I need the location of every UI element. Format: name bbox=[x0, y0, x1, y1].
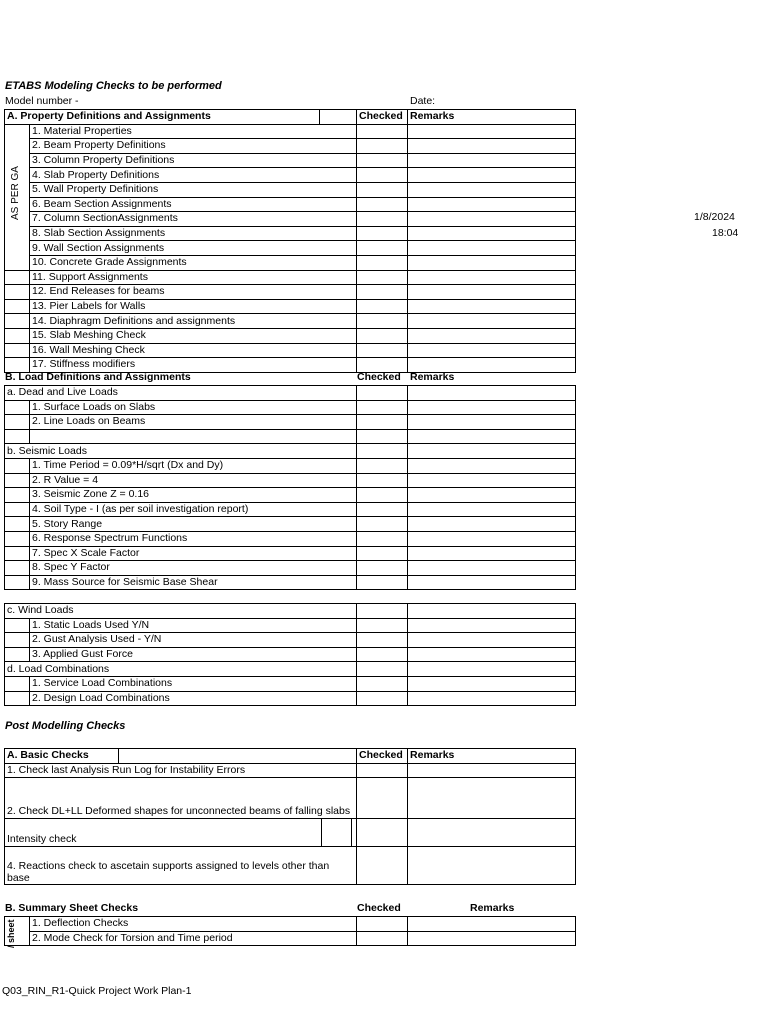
list-item: 17. Stiffness modifiers bbox=[30, 358, 357, 373]
checked-cell[interactable] bbox=[357, 531, 408, 546]
checked-cell[interactable] bbox=[357, 604, 408, 619]
list-item: 10. Concrete Grade Assignments bbox=[30, 255, 357, 270]
section-a-heading: A. Property Definitions and Assignments bbox=[5, 110, 320, 125]
remarks-cell[interactable] bbox=[408, 255, 576, 270]
post-modelling-title: Post Modelling Checks bbox=[5, 720, 126, 732]
remarks-cell[interactable] bbox=[408, 386, 576, 401]
checked-cell[interactable] bbox=[357, 819, 408, 847]
remarks-cell[interactable] bbox=[408, 676, 576, 691]
checked-cell[interactable] bbox=[357, 314, 408, 329]
remarks-cell[interactable] bbox=[408, 847, 576, 885]
remarks-header: Remarks bbox=[410, 371, 455, 383]
remarks-cell[interactable] bbox=[408, 517, 576, 532]
list-item: 8. Spec Y Factor bbox=[30, 561, 357, 576]
checked-cell[interactable] bbox=[357, 575, 408, 590]
remarks-cell[interactable] bbox=[408, 546, 576, 561]
checked-cell[interactable] bbox=[357, 285, 408, 300]
checked-cell[interactable] bbox=[357, 299, 408, 314]
checked-cell[interactable] bbox=[357, 458, 408, 473]
remarks-cell[interactable] bbox=[408, 212, 576, 227]
remarks-cell[interactable] bbox=[408, 358, 576, 373]
remarks-cell[interactable] bbox=[408, 662, 576, 677]
checked-cell[interactable] bbox=[357, 917, 408, 932]
footer-sheet-name: Q03_RIN_R1-Quick Project Work Plan-1 bbox=[2, 985, 192, 997]
group-label: c. Wind Loads bbox=[5, 604, 357, 619]
checked-cell[interactable] bbox=[357, 153, 408, 168]
remarks-cell[interactable] bbox=[408, 458, 576, 473]
remarks-cell[interactable] bbox=[408, 241, 576, 256]
checked-cell[interactable] bbox=[357, 691, 408, 706]
list-item: 15. Slab Meshing Check bbox=[30, 328, 357, 343]
checked-cell[interactable] bbox=[357, 633, 408, 648]
remarks-cell[interactable] bbox=[408, 473, 576, 488]
list-item: 9. Wall Section Assignments bbox=[30, 241, 357, 256]
checked-cell[interactable] bbox=[357, 124, 408, 139]
list-item: 2. Mode Check for Torsion and Time period bbox=[30, 931, 357, 946]
checked-cell[interactable] bbox=[357, 517, 408, 532]
checked-cell[interactable] bbox=[357, 255, 408, 270]
checked-cell[interactable] bbox=[357, 386, 408, 401]
list-item: 16. Wall Meshing Check bbox=[30, 343, 357, 358]
remarks-cell[interactable] bbox=[408, 226, 576, 241]
list-item: 2. Beam Property Definitions bbox=[30, 139, 357, 154]
page-title: ETABS Modeling Checks to be performed bbox=[5, 80, 222, 92]
list-item: 4. Slab Property Definitions bbox=[30, 168, 357, 183]
remarks-cell[interactable] bbox=[408, 168, 576, 183]
checked-cell[interactable] bbox=[357, 168, 408, 183]
list-item: 3. Column Property Definitions bbox=[30, 153, 357, 168]
list-item: 1. Static Loads Used Y/N bbox=[30, 618, 357, 633]
list-item: Intensity check bbox=[5, 819, 322, 847]
list-item: 1. Check last Analysis Run Log for Instability Errors bbox=[5, 763, 357, 778]
list-item: 4. Soil Type - I (as per soil investigation report) bbox=[30, 502, 357, 517]
side-label-as-per-ga: AS PER GA bbox=[10, 166, 21, 220]
list-item: 2. R Value = 4 bbox=[30, 473, 357, 488]
remarks-cell[interactable] bbox=[408, 153, 576, 168]
remarks-header: Remarks bbox=[408, 749, 576, 764]
basic-checks-table bbox=[4, 748, 576, 885]
remarks-header: Remarks bbox=[470, 902, 515, 914]
checked-cell[interactable] bbox=[357, 400, 408, 415]
list-item: 1. Service Load Combinations bbox=[30, 676, 357, 691]
remarks-cell[interactable] bbox=[408, 197, 576, 212]
list-item: 8. Slab Section Assignments bbox=[30, 226, 357, 241]
list-item: 12. End Releases for beams bbox=[30, 285, 357, 300]
stamp-time: 18:04 bbox=[712, 227, 739, 239]
remarks-cell[interactable] bbox=[408, 633, 576, 648]
checked-cell[interactable] bbox=[357, 444, 408, 459]
list-item: 1. Surface Loads on Slabs bbox=[30, 400, 357, 415]
list-item: 2. Gust Analysis Used - Y/N bbox=[30, 633, 357, 648]
remarks-cell[interactable] bbox=[408, 328, 576, 343]
list-item: 6. Beam Section Assignments bbox=[30, 197, 357, 212]
checked-cell[interactable] bbox=[357, 226, 408, 241]
list-item: 2. Design Load Combinations bbox=[30, 691, 357, 706]
list-item: 2. Check DL+LL Deformed shapes for unconnected beams of falling slabs bbox=[5, 778, 357, 819]
remarks-cell[interactable] bbox=[408, 124, 576, 139]
checked-cell[interactable] bbox=[357, 358, 408, 373]
reactions-check-line1: 4. Reactions check to ascetain supports assigned to levels other than bbox=[7, 860, 330, 873]
checked-cell[interactable] bbox=[357, 182, 408, 197]
summary-table bbox=[4, 916, 576, 946]
remarks-cell[interactable] bbox=[408, 299, 576, 314]
list-item: 2. Line Loads on Beams bbox=[30, 415, 357, 430]
remarks-cell[interactable] bbox=[408, 314, 576, 329]
remarks-cell[interactable] bbox=[408, 415, 576, 430]
checked-cell[interactable] bbox=[357, 561, 408, 576]
remarks-cell[interactable] bbox=[408, 488, 576, 503]
checked-cell[interactable] bbox=[357, 415, 408, 430]
list-item: 14. Diaphragm Definitions and assignments bbox=[30, 314, 357, 329]
remarks-cell[interactable] bbox=[408, 604, 576, 619]
group-label: d. Load Combinations bbox=[5, 662, 357, 677]
list-item: 5. Story Range bbox=[30, 517, 357, 532]
checked-cell[interactable] bbox=[357, 778, 408, 819]
remarks-cell[interactable] bbox=[408, 778, 576, 819]
remarks-cell[interactable] bbox=[408, 270, 576, 285]
checked-cell[interactable] bbox=[357, 328, 408, 343]
remarks-cell[interactable] bbox=[408, 343, 576, 358]
checked-cell[interactable] bbox=[357, 473, 408, 488]
list-item: 1. Material Properties bbox=[30, 124, 357, 139]
checked-cell[interactable] bbox=[357, 139, 408, 154]
remarks-cell[interactable] bbox=[408, 763, 576, 778]
group-label: a. Dead and Live Loads bbox=[5, 386, 357, 401]
remarks-cell[interactable] bbox=[408, 285, 576, 300]
remarks-cell[interactable] bbox=[408, 691, 576, 706]
remarks-cell[interactable] bbox=[408, 561, 576, 576]
checked-cell[interactable] bbox=[357, 212, 408, 227]
checked-cell[interactable] bbox=[357, 647, 408, 662]
checked-cell[interactable] bbox=[357, 618, 408, 633]
list-item: 9. Mass Source for Seismic Base Shear bbox=[30, 575, 357, 590]
checked-header: Checked bbox=[357, 371, 401, 383]
remarks-cell[interactable] bbox=[408, 917, 576, 932]
checked-header: Checked bbox=[357, 902, 401, 914]
remarks-cell[interactable] bbox=[408, 400, 576, 415]
list-item bbox=[5, 847, 357, 885]
list-item: 1. Time Period = 0.09*H/sqrt (Dx and Dy) bbox=[30, 458, 357, 473]
summary-side-label: / sheet bbox=[6, 919, 16, 948]
remarks-cell[interactable] bbox=[408, 575, 576, 590]
list-item: 1. Deflection Checks bbox=[30, 917, 357, 932]
remarks-cell[interactable] bbox=[408, 429, 576, 444]
checked-cell[interactable] bbox=[357, 429, 408, 444]
checked-cell[interactable] bbox=[357, 197, 408, 212]
list-item: 13. Pier Labels for Walls bbox=[30, 299, 357, 314]
checked-header: Checked bbox=[357, 110, 408, 125]
remarks-cell[interactable] bbox=[408, 502, 576, 517]
remarks-header: Remarks bbox=[408, 110, 576, 125]
checked-cell[interactable] bbox=[357, 546, 408, 561]
stamp-date: 1/8/2024 bbox=[694, 211, 735, 223]
checked-header: Checked bbox=[357, 749, 408, 764]
checked-cell[interactable] bbox=[357, 502, 408, 517]
remarks-cell[interactable] bbox=[408, 531, 576, 546]
section-b-table-1 bbox=[4, 385, 576, 590]
list-item: 5. Wall Property Definitions bbox=[30, 182, 357, 197]
checked-cell[interactable] bbox=[357, 241, 408, 256]
checked-cell[interactable] bbox=[357, 662, 408, 677]
remarks-cell[interactable] bbox=[408, 444, 576, 459]
list-item: 3. Seismic Zone Z = 0.16 bbox=[30, 488, 357, 503]
section-b-table-2 bbox=[4, 603, 576, 706]
remarks-cell[interactable] bbox=[408, 931, 576, 946]
basic-checks-heading: A. Basic Checks bbox=[5, 749, 119, 764]
checked-cell[interactable] bbox=[357, 931, 408, 946]
remarks-cell[interactable] bbox=[408, 139, 576, 154]
model-number-label: Model number - bbox=[5, 95, 79, 107]
summary-heading: B. Summary Sheet Checks bbox=[5, 902, 139, 914]
date-label: Date: bbox=[410, 95, 436, 107]
section-b-heading: B. Load Definitions and Assignments bbox=[5, 371, 191, 383]
checked-cell[interactable] bbox=[357, 270, 408, 285]
remarks-cell[interactable] bbox=[408, 647, 576, 662]
section-a-table bbox=[4, 109, 576, 373]
checked-cell[interactable] bbox=[357, 676, 408, 691]
checked-cell[interactable] bbox=[357, 763, 408, 778]
list-item: 6. Response Spectrum Functions bbox=[30, 531, 357, 546]
group-label: b. Seismic Loads bbox=[5, 444, 357, 459]
remarks-cell[interactable] bbox=[408, 182, 576, 197]
list-item: 7. Column SectionAssignments bbox=[30, 212, 357, 227]
remarks-cell[interactable] bbox=[408, 618, 576, 633]
list-item: 3. Applied Gust Force bbox=[30, 647, 357, 662]
remarks-cell[interactable] bbox=[408, 819, 576, 847]
checked-cell[interactable] bbox=[357, 847, 408, 885]
list-item: 7. Spec X Scale Factor bbox=[30, 546, 357, 561]
checked-cell[interactable] bbox=[357, 488, 408, 503]
checked-cell[interactable] bbox=[357, 343, 408, 358]
reactions-check-line2: base bbox=[7, 872, 30, 885]
list-item: 11. Support Assignments bbox=[30, 270, 357, 285]
